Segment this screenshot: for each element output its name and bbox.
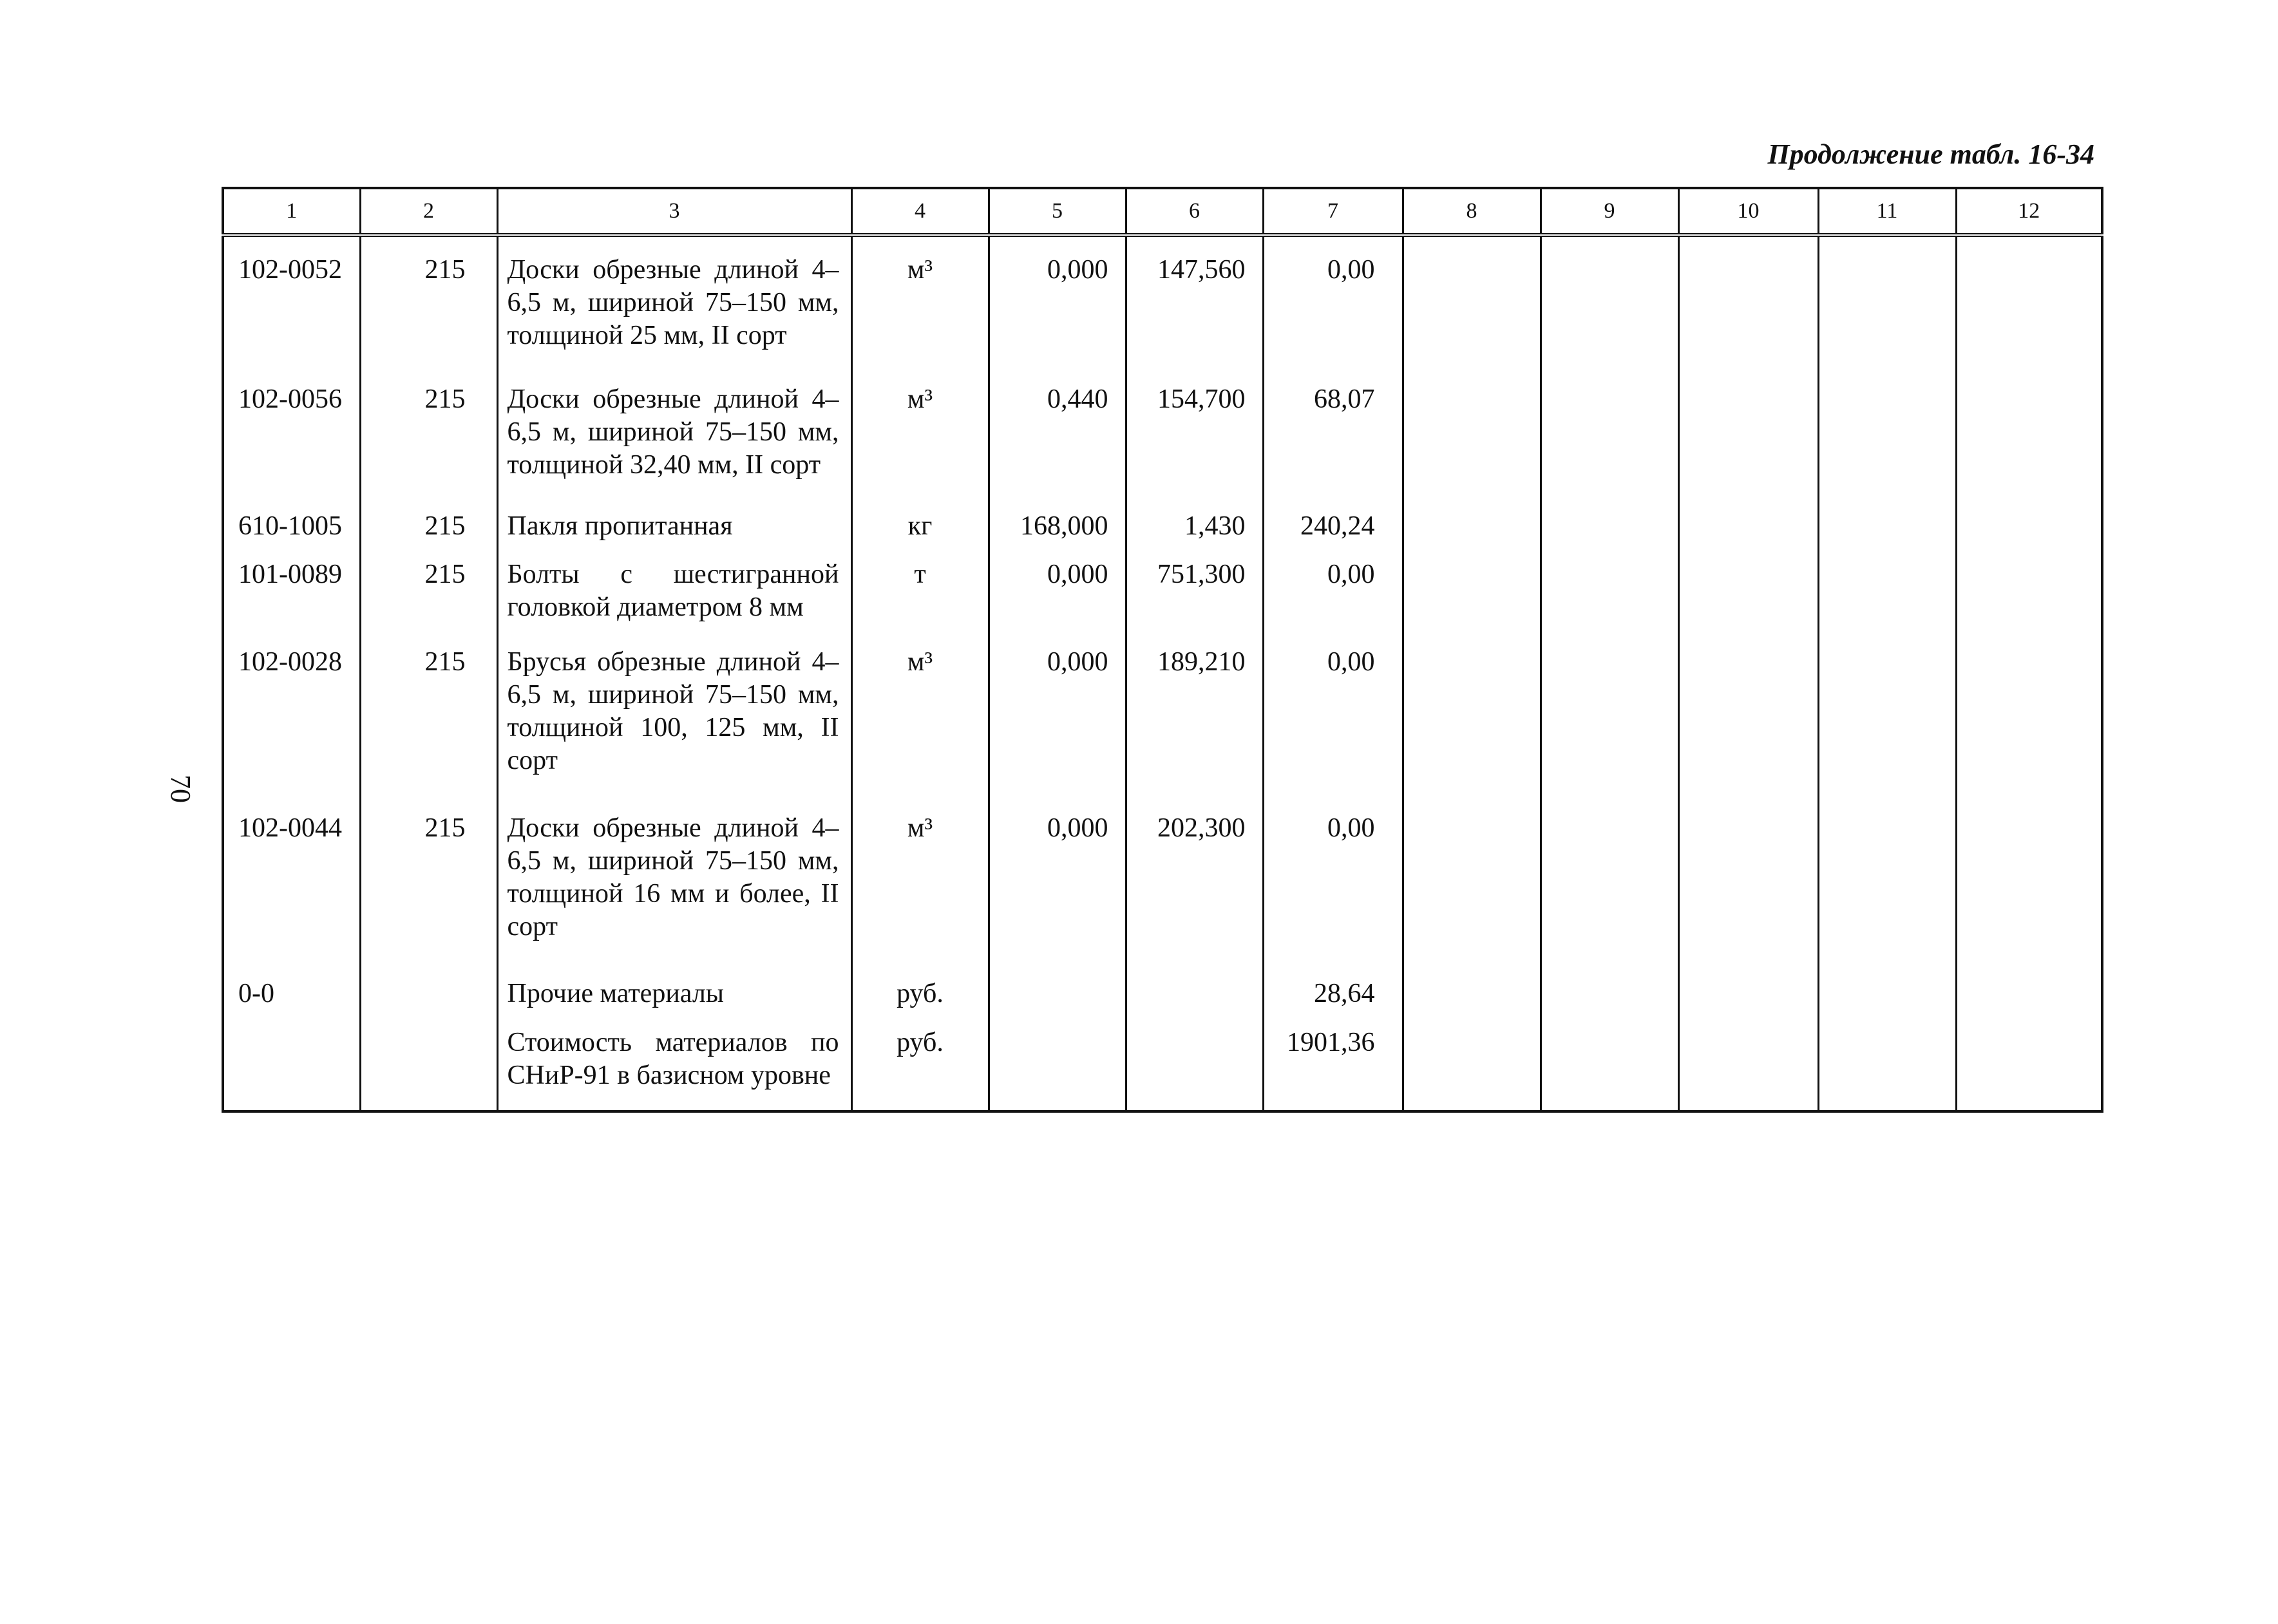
table-row — [223, 554, 2102, 642]
cell-empty — [1403, 554, 1541, 642]
cell-empty — [1403, 1023, 1541, 1110]
cell-qty: 0,000 — [989, 554, 1126, 642]
cell-code: 102-0028 — [223, 642, 360, 808]
cell-name-text: Доски обрезные длиной 4–6,5 м, шириной 75–150 мм, толщиной 25 мм, II сорт — [507, 255, 839, 350]
cell-empty — [1818, 1023, 1956, 1110]
cell-empty — [1678, 235, 1818, 379]
cell-empty — [1818, 235, 1956, 379]
cell-name — [497, 974, 851, 1022]
table-row — [223, 235, 2102, 379]
header-cell-4: 4 — [851, 188, 989, 235]
cell-empty — [1403, 506, 1541, 554]
cell-name-text: Стоимость материалов по СНиР-91 в базисном уровне — [507, 1027, 839, 1090]
cell-empty — [223, 1110, 360, 1111]
cell-name — [497, 1023, 851, 1110]
cell-empty — [1678, 974, 1818, 1022]
table-row — [223, 642, 2102, 808]
cell-empty — [1541, 554, 1678, 642]
cell-empty — [1956, 1110, 2102, 1111]
cell-price: 189,210 — [1126, 642, 1263, 808]
cell-total: 1901,36 — [1263, 1023, 1403, 1110]
cell-empty — [360, 1110, 497, 1111]
table-caption: Продолжение табл. 16-34 — [1767, 138, 2094, 170]
cell-name — [497, 506, 851, 554]
cell-empty — [1818, 808, 1956, 974]
cell-code: 102-0056 — [223, 379, 360, 506]
cell-qty: 0,440 — [989, 379, 1126, 506]
cell-name-text: Доски обрезные длиной 4–6,5 м, шириной 75–150 мм, толщиной 16 мм и более, II сорт — [507, 813, 839, 941]
cell-col2: 215 — [360, 235, 497, 379]
cell-unit: т — [851, 554, 989, 642]
cell-empty — [1541, 974, 1678, 1022]
cell-empty — [1956, 379, 2102, 506]
cell-empty — [1403, 1110, 1541, 1111]
cell-name-text: Доски обрезные длиной 4–6,5 м, шириной 75–150 мм, толщиной 32,40 мм, II сорт — [507, 384, 839, 480]
cell-total: 0,00 — [1263, 554, 1403, 642]
cell-empty — [1956, 554, 2102, 642]
table-body — [223, 235, 2102, 1111]
header-cell-12: 12 — [1956, 188, 2102, 235]
cell-name — [497, 554, 851, 642]
cell-name — [497, 808, 851, 974]
cell-empty — [1126, 1110, 1263, 1111]
cell-empty — [1541, 379, 1678, 506]
cell-price: 751,300 — [1126, 554, 1263, 642]
header-cell-3: 3 — [497, 188, 851, 235]
cell-empty — [1818, 1110, 1956, 1111]
cell-empty — [1541, 808, 1678, 974]
cell-empty — [1678, 1110, 1818, 1111]
header-cell-2: 2 — [360, 188, 497, 235]
cell-unit: руб. — [851, 974, 989, 1022]
cell-price: 202,300 — [1126, 808, 1263, 974]
cell-price: 154,700 — [1126, 379, 1263, 506]
cell-name-text: Брусья обрезные длиной 4–6,5 м, шириной 75–150 мм, толщиной 100, 125 мм, II сорт — [507, 647, 839, 776]
cell-empty — [1956, 1023, 2102, 1110]
cell-empty — [1678, 506, 1818, 554]
cell-total: 0,00 — [1263, 808, 1403, 974]
table-row — [223, 974, 2102, 1022]
header-cell-11: 11 — [1818, 188, 1956, 235]
cell-qty: 168,000 — [989, 506, 1126, 554]
cell-col2: 215 — [360, 554, 497, 642]
materials-table — [222, 187, 2103, 1113]
cell-code: 101-0089 — [223, 554, 360, 642]
cell-empty — [1678, 642, 1818, 808]
cell-empty — [1678, 808, 1818, 974]
cell-empty — [1541, 1110, 1678, 1111]
cell-empty — [1403, 808, 1541, 974]
table-header — [223, 188, 2102, 235]
header-cell-8: 8 — [1403, 188, 1541, 235]
cell-empty — [1818, 506, 1956, 554]
cell-empty — [1818, 974, 1956, 1022]
cell-empty — [1403, 974, 1541, 1022]
header-cell-9: 9 — [1541, 188, 1678, 235]
page-number: 70 — [165, 775, 196, 803]
cell-unit: кг — [851, 506, 989, 554]
cell-empty — [1263, 1110, 1403, 1111]
cell-unit: руб. — [851, 1023, 989, 1110]
cell-code: 102-0052 — [223, 235, 360, 379]
cell-empty — [1818, 642, 1956, 808]
cell-qty — [989, 1023, 1126, 1110]
header-cell-6: 6 — [1126, 188, 1263, 235]
cell-empty — [1818, 554, 1956, 642]
cell-price — [1126, 1023, 1263, 1110]
cell-empty — [1541, 1023, 1678, 1110]
cell-name — [497, 642, 851, 808]
cell-empty — [1541, 506, 1678, 554]
cell-col2: 215 — [360, 642, 497, 808]
cell-empty — [1818, 379, 1956, 506]
cell-name-text: Болты с шестигранной головкой диаметром 8 мм — [507, 560, 839, 623]
cell-unit: м³ — [851, 808, 989, 974]
header-cell-7: 7 — [1263, 188, 1403, 235]
header-cell-10: 10 — [1678, 188, 1818, 235]
cell-name — [497, 235, 851, 379]
cell-empty — [1403, 235, 1541, 379]
cell-code: 610-1005 — [223, 506, 360, 554]
cell-empty — [1956, 974, 2102, 1022]
cell-empty — [497, 1110, 851, 1111]
cell-unit: м³ — [851, 235, 989, 379]
cell-empty — [989, 1110, 1126, 1111]
cell-price — [1126, 974, 1263, 1022]
cell-code: 0-0 — [223, 974, 360, 1022]
cell-price: 147,560 — [1126, 235, 1263, 379]
table-row — [223, 1023, 2102, 1110]
cell-qty: 0,000 — [989, 642, 1126, 808]
cell-empty — [1678, 1023, 1818, 1110]
header-row — [223, 188, 2102, 235]
cell-total: 240,24 — [1263, 506, 1403, 554]
cell-qty: 0,000 — [989, 808, 1126, 974]
table-filler-row — [223, 1110, 2102, 1111]
cell-col2: 215 — [360, 506, 497, 554]
cell-empty — [1403, 642, 1541, 808]
cell-empty — [1956, 642, 2102, 808]
cell-name — [497, 379, 851, 506]
cell-empty — [1403, 379, 1541, 506]
cell-unit: м³ — [851, 379, 989, 506]
cell-total: 28,64 — [1263, 974, 1403, 1022]
cell-total: 68,07 — [1263, 379, 1403, 506]
cell-total: 0,00 — [1263, 235, 1403, 379]
cell-code — [223, 1023, 360, 1110]
cell-name-text: Прочие материалы — [507, 979, 724, 1009]
table-row — [223, 506, 2102, 554]
cell-total: 0,00 — [1263, 642, 1403, 808]
table-row — [223, 808, 2102, 974]
cell-empty — [851, 1110, 989, 1111]
header-cell-1: 1 — [223, 188, 360, 235]
cell-unit: м³ — [851, 642, 989, 808]
cell-name-text: Пакля пропитанная — [507, 511, 733, 542]
cell-empty — [1956, 506, 2102, 554]
table-row — [223, 379, 2102, 506]
cell-empty — [1678, 554, 1818, 642]
cell-qty: 0,000 — [989, 235, 1126, 379]
cell-code: 102-0044 — [223, 808, 360, 974]
cell-empty — [1541, 235, 1678, 379]
cell-col2 — [360, 974, 497, 1022]
cell-col2 — [360, 1023, 497, 1110]
header-cell-5: 5 — [989, 188, 1126, 235]
cell-empty — [1541, 642, 1678, 808]
cell-price: 1,430 — [1126, 506, 1263, 554]
cell-empty — [1956, 235, 2102, 379]
cell-col2: 215 — [360, 379, 497, 506]
cell-qty — [989, 974, 1126, 1022]
cell-col2: 215 — [360, 808, 497, 974]
cell-empty — [1956, 808, 2102, 974]
cell-empty — [1678, 379, 1818, 506]
